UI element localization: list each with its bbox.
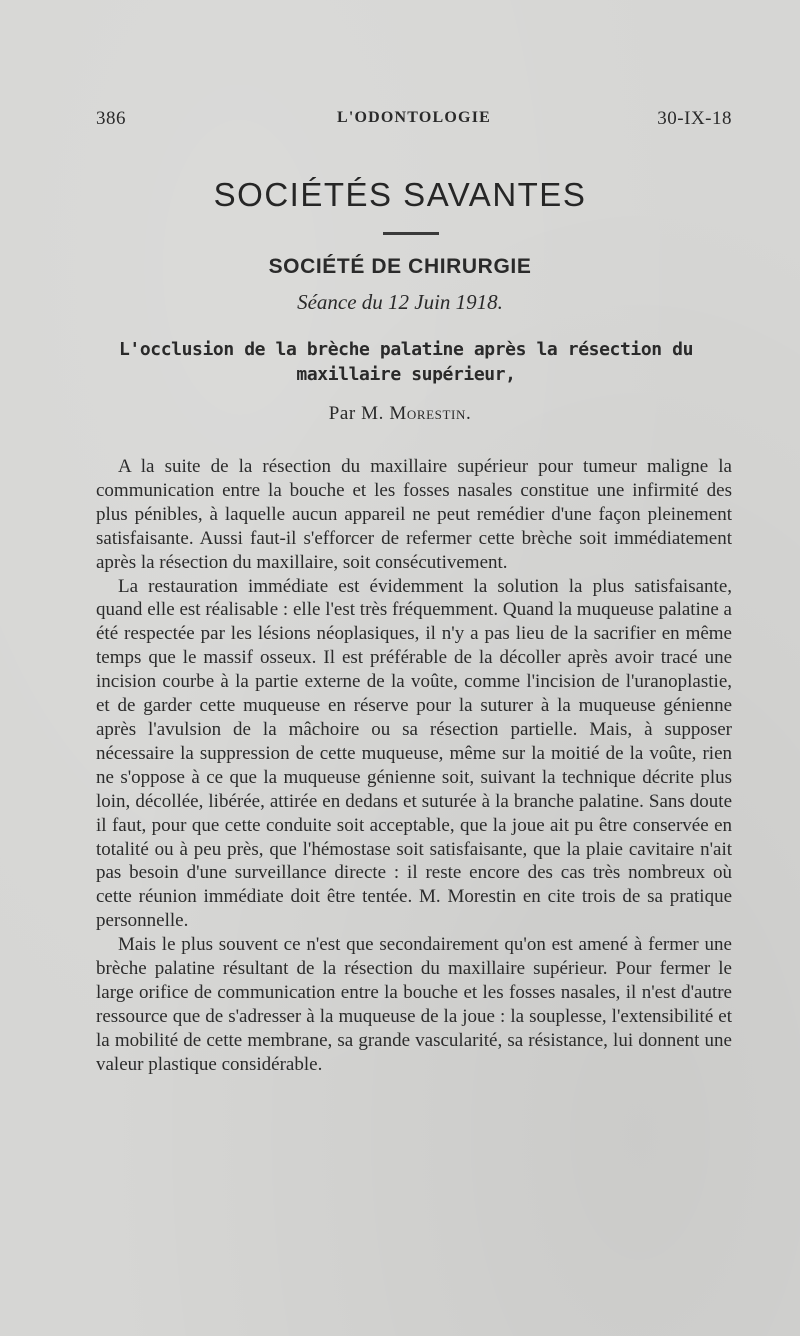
byline bbox=[0, 403, 800, 425]
paragraph: La restauration immédiate est évidemment la solution la plus satisfaisante, quand elle est réalisable : elle l'est très fréquemment. Quand la muqueuse palatine a été respectée par les lésions néoplasiques, il n'y a pas lieu de la sacrifier en même temps que le massif osseux. Il est préférable de la décoller après avoir tracé une incision courbe à la partie externe de la voûte, comme l'incision de l'uranoplastie, et de garder cette muqueuse en réserve pour la suturer à la muqueuse génienne après l'avulsion de la mâchoire ou sa résection partielle. Mais, à supposer nécessaire la suppression de cette muqueuse, même sur la moitié de la voûte, rien ne s'oppose à ce que la muqueuse génienne soit, suivant la technique décrite plus loin, décollée, libérée, attirée en dedans et suturée à la branche palatine. Sans doute il faut, pour que cette conduite soit acceptable, que la joue ait pu être conservée en totalité ou à peu près, que l'hémostase soit satisfaisante, que la plaie cavitaire n'ait pas besoin d'une surveillance directe : il reste encore des cas très nombreux où cette réunion immédiate doit être tentée. M. Morestin en cite trois de sa pratique personnelle. bbox=[96, 575, 732, 932]
page-number: 386 bbox=[96, 108, 126, 129]
byline-author: Morestin. bbox=[389, 403, 472, 424]
paragraph: Mais le plus souvent ce n'est que secondairement qu'on est amené à fermer une brèche palatine résultant de la résection du maxillaire supérieur. Pour fermer le large orifice de communication entre la bouche et les fosses nasales, il n'est d'autre ressource que de s'adresser à la muqueuse de la joue : la souplesse, l'extensibilité et la mobilité de cette membrane, sa grande vascularité, sa résistance, lui donnent une valeur plastique considérable. bbox=[96, 934, 732, 1075]
society-name: SOCIÉTÉ DE CHIRURGIE bbox=[268, 255, 532, 278]
journal-title: L'ODONTOLOGIE bbox=[336, 109, 491, 126]
section-title: SOCIÉTÉS SAVANTES bbox=[213, 176, 587, 213]
byline-prefix: Par M. bbox=[328, 403, 385, 424]
running-head bbox=[96, 108, 732, 138]
paragraph: A la suite de la résection du maxillaire supérieur pour tumeur maligne la communication entre la bouche et les fosses nasales constitue une infirmité des plus pénibles, à laquelle aucun appareil ne peut remédier d'une façon pleinement satisfaisante. Aussi faut-il s'efforcer de refermer cette brèche soit immédiatement après la résection du maxillaire, soit consécutivement. bbox=[96, 456, 732, 573]
article-title: L'occlusion de la brèche palatine après la résection du maxillaire supérieur, bbox=[118, 339, 694, 385]
article-body bbox=[96, 455, 732, 1077]
session-date: Séance du 12 Juin 1918. bbox=[297, 290, 503, 314]
title-divider bbox=[383, 232, 439, 235]
issue-date: 30-IX-18 bbox=[657, 108, 732, 129]
